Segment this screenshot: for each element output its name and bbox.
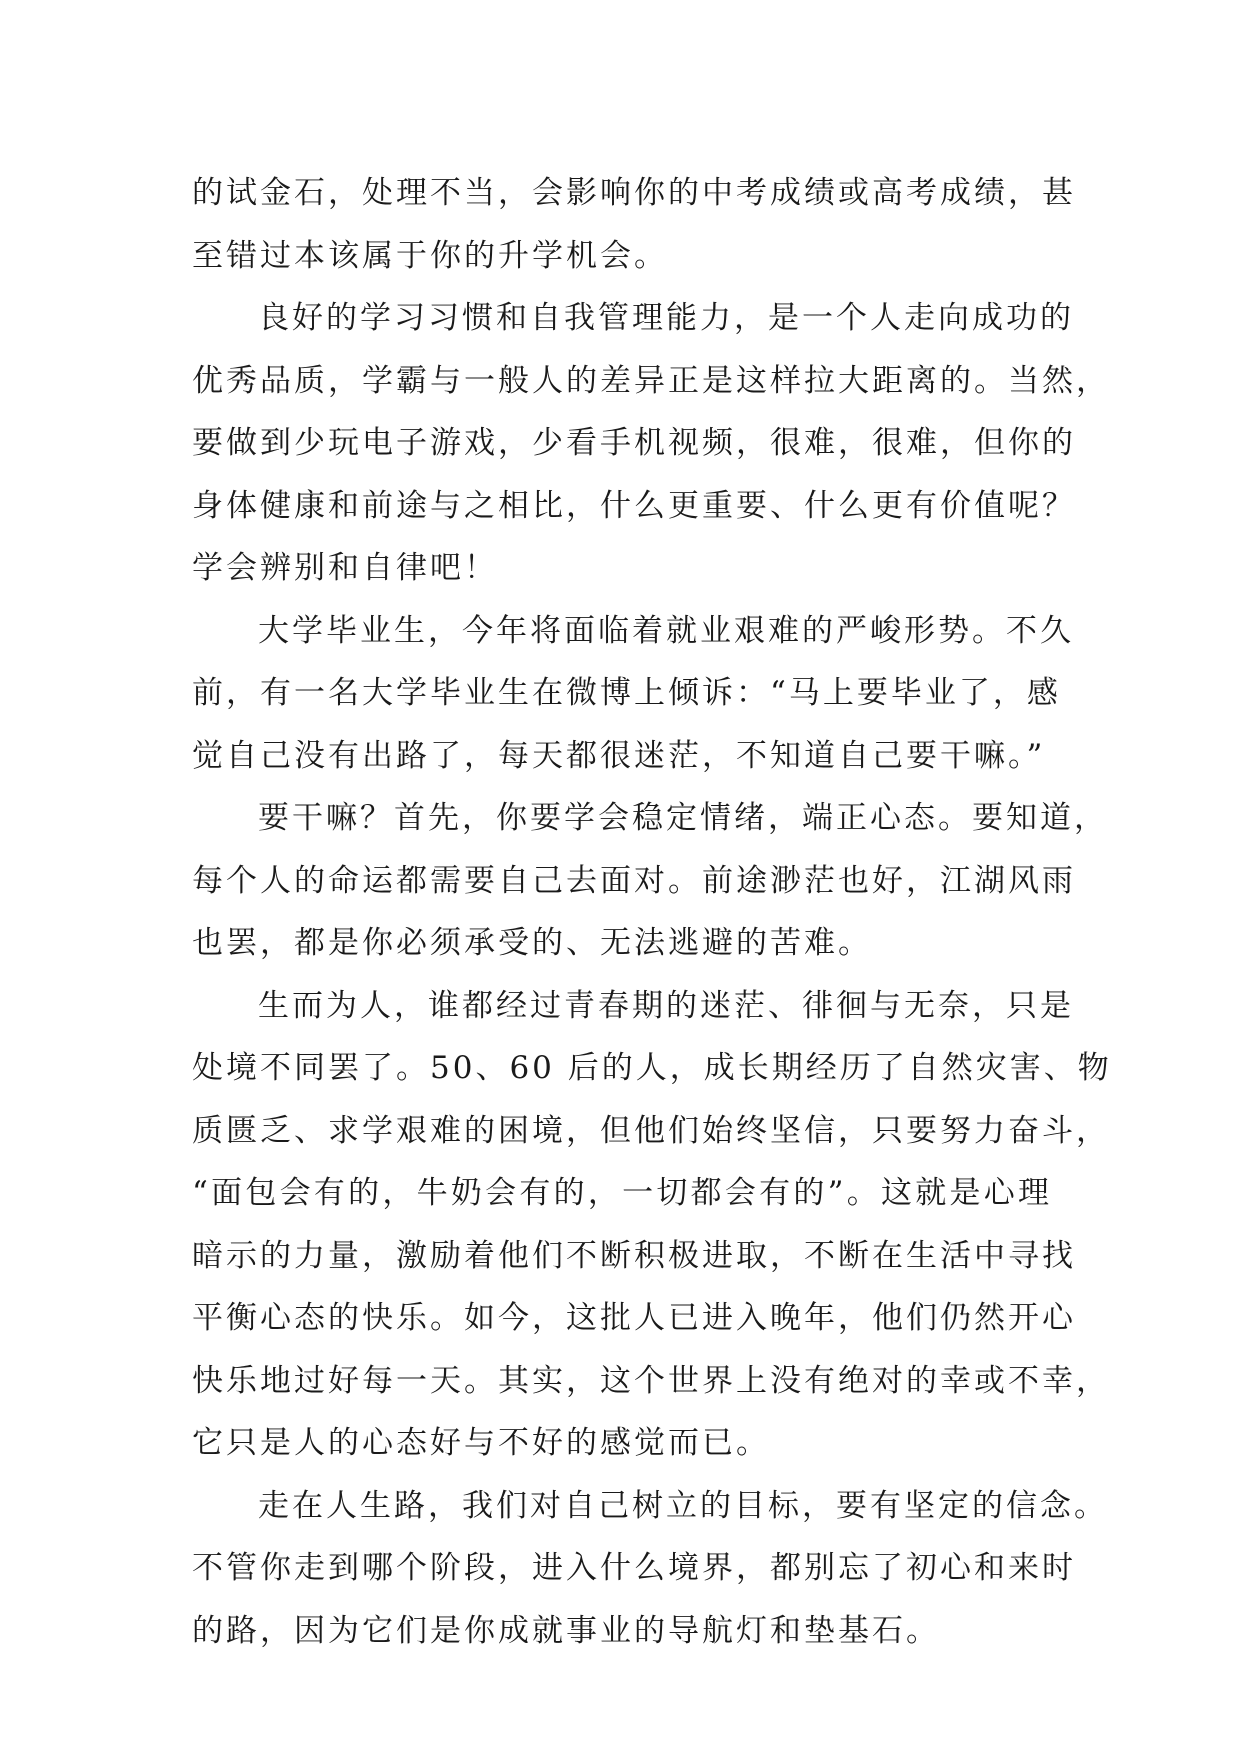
paragraph-1 (192, 162, 1076, 287)
text-line: 它只是人的心态好与不好的感觉而已。 (192, 1425, 770, 1461)
paragraph-6 (192, 1475, 1108, 1663)
text-line: 暗示的力量，激励着他们不断积极进取，不断在生活中寻找 (192, 1237, 1076, 1274)
text-line: 优秀品质，学霸与一般人的差异正是这样拉大距离的。当然， (192, 362, 1110, 399)
text-line: 的路，因为它们是你成就事业的导航灯和垫基石。 (192, 1612, 940, 1649)
text-line: 大学毕业生，今年将面临着就业艰难的严峻形势。不久 (258, 612, 1074, 649)
text-line: 也罢，都是你必须承受的、无法逃避的苦难。 (192, 925, 872, 961)
text-line: 快乐地过好每一天。其实，这个世界上没有绝对的幸或不幸， (192, 1362, 1110, 1399)
paragraph-3 (192, 600, 1074, 788)
text-line: 前，有一名大学毕业生在微博上倾诉：“马上要毕业了，感 (192, 675, 1061, 711)
text-line: 的试金石，处理不当，会影响你的中考成绩或高考成绩，甚 (192, 175, 1076, 211)
text-line: 要干嘛？首先，你要学会稳定情绪，端正心态。要知道， (258, 800, 1108, 836)
text-line: “面包会有的，牛奶会有的，一切都会有的”。这就是心理 (192, 1175, 1052, 1211)
body-text (192, 162, 1112, 1662)
text-line: 走在人生路，我们对自己树立的目标，要有坚定的信念。 (258, 1487, 1108, 1524)
paragraph-5 (192, 975, 1112, 1475)
text-line: 平衡心态的快乐。如今，这批人已进入晚年，他们仍然开心 (192, 1300, 1076, 1336)
paragraph-4 (192, 787, 1108, 975)
text-line: 质匮乏、求学艰难的困境，但他们始终坚信，只要努力奋斗， (192, 1112, 1110, 1149)
text-line: 处境不同罢了。50、60 后的人，成长期经历了自然灾害、物 (192, 1050, 1112, 1086)
text-line: 良好的学习习惯和自我管理能力，是一个人走向成功的 (258, 300, 1074, 336)
text-line: 至错过本该属于你的升学机会。 (192, 237, 668, 274)
text-line: 觉自己没有出路了，每天都很迷茫，不知道自己要干嘛。” (192, 737, 1046, 774)
paragraph-2 (192, 287, 1110, 600)
text-line: 生而为人，谁都经过青春期的迷茫、徘徊与无奈，只是 (258, 987, 1074, 1024)
text-line: 要做到少玩电子游戏，少看手机视频，很难，很难，但你的 (192, 425, 1076, 461)
text-line: 学会辨别和自律吧！ (192, 550, 498, 586)
text-line: 身体健康和前途与之相比，什么更重要、什么更有价值呢？ (192, 487, 1076, 524)
text-line: 不管你走到哪个阶段，进入什么境界，都别忘了初心和来时 (192, 1550, 1076, 1586)
text-line: 每个人的命运都需要自己去面对。前途渺茫也好，江湖风雨 (192, 862, 1076, 899)
